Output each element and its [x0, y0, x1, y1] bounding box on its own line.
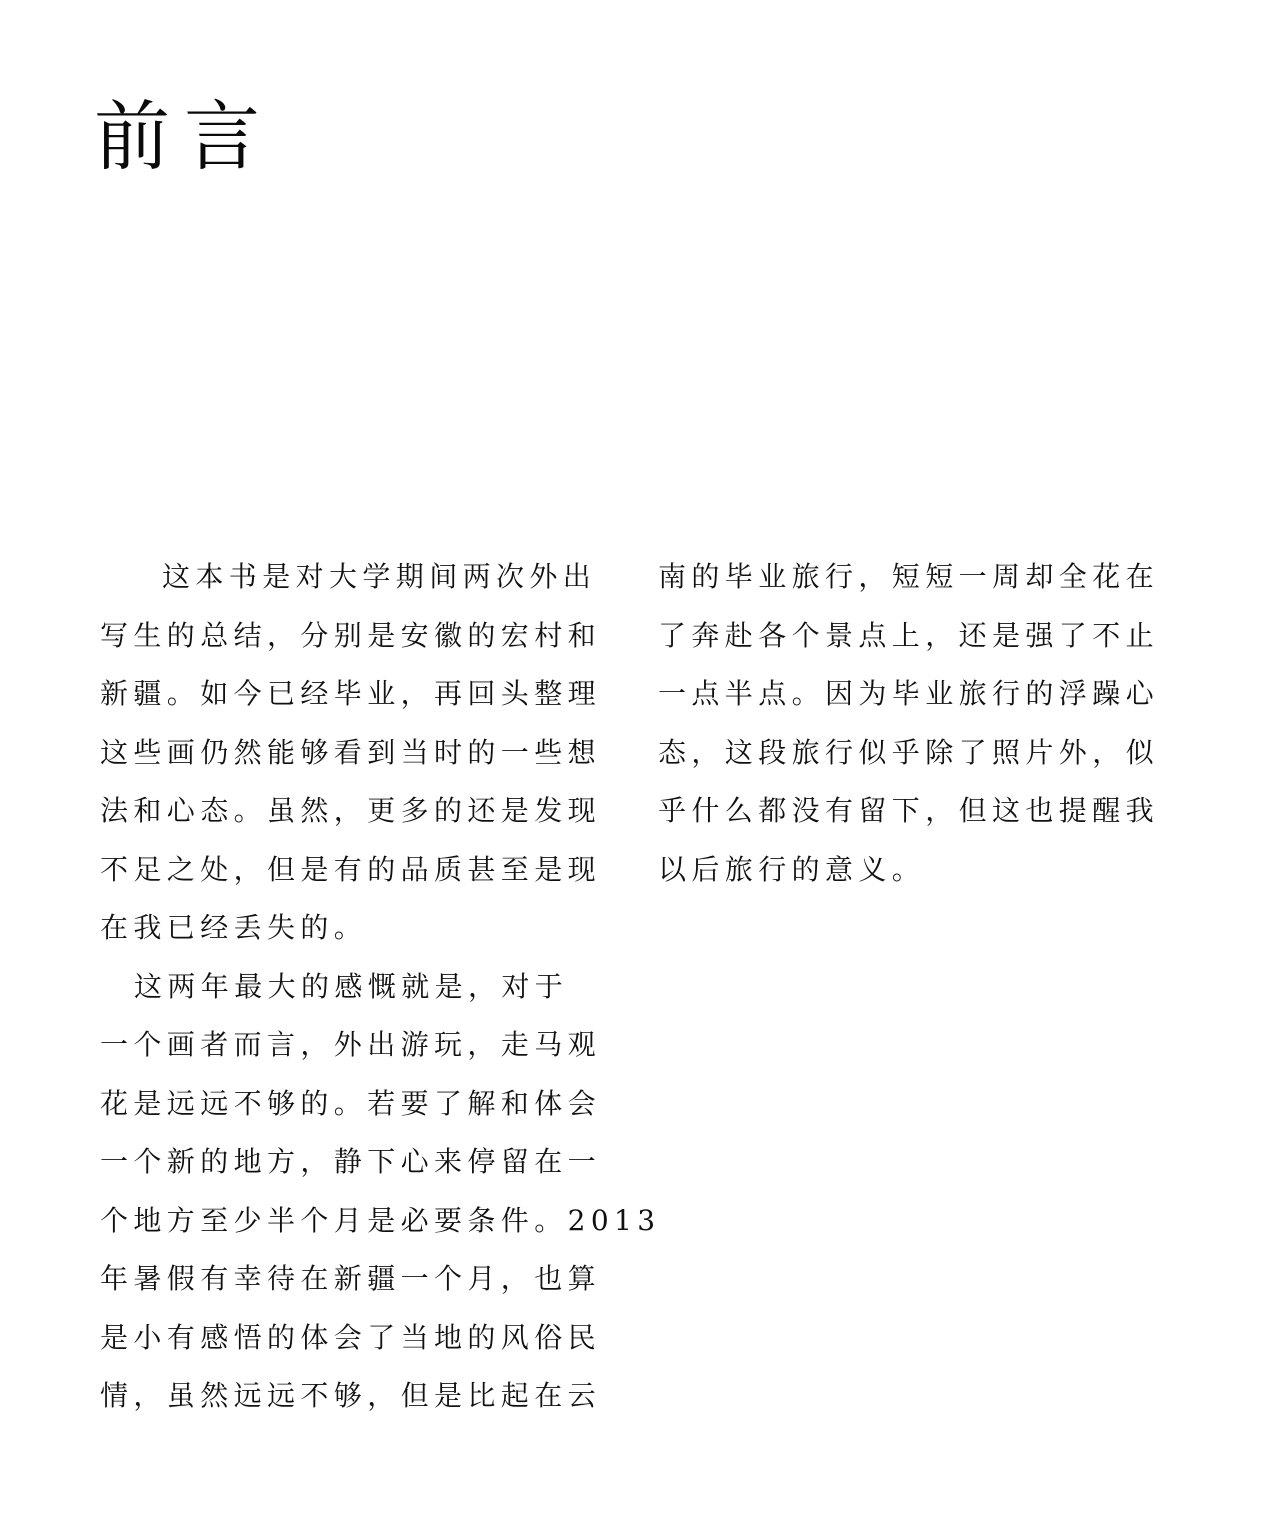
text-line: 新疆。如今已经毕业，再回头整理: [100, 677, 602, 710]
text-line: 是小有感悟的体会了当地的风俗民: [100, 1320, 602, 1354]
text-line: 态，这段旅行似乎除了照片外，似: [658, 735, 1160, 769]
text-line: 一个新的地方，静下心来停留在一: [100, 1145, 602, 1178]
text-line: 南的毕业旅行，短短一周却全花在: [658, 560, 1160, 593]
text-line: 一点半点。因为毕业旅行的浮躁心: [658, 677, 1160, 710]
text-line: 这些画仍然能够看到当时的一些想: [100, 735, 602, 769]
text-line: 乎什么都没有留下，但这也提醒我: [658, 794, 1160, 827]
text-line: 花是远远不够的。若要了解和体会: [100, 1086, 602, 1120]
text-line: 写生的总结，分别是安徽的宏村和: [100, 618, 602, 652]
text-line: 一个画者而言，外出游玩，走马观: [100, 1028, 602, 1061]
text-line: 了奔赴各个景点上，还是强了不止: [658, 618, 1160, 652]
left-text-column: [100, 548, 661, 1426]
text-line: 法和心态。虽然，更多的还是发现: [100, 794, 602, 827]
text-line: 年暑假有幸待在新疆一个月，也算: [100, 1262, 602, 1295]
text-line: 不足之处，但是有的品质甚至是现: [100, 852, 602, 886]
paragraph-2: [100, 958, 661, 1426]
paragraph-1: [100, 548, 620, 958]
page-title: 前言: [94, 92, 274, 181]
text-line: 以后旅行的意义。: [658, 852, 926, 886]
text-line: 这两年最大的感慨就是，对于: [134, 969, 569, 1003]
text-line: 在我已经丢失的。: [100, 911, 368, 944]
text-line: 个地方至少半个月是必要条件。2013: [100, 1203, 661, 1237]
text-line: 情，虽然远远不够，但是比起在云: [100, 1379, 602, 1412]
right-text-column: [658, 548, 1178, 899]
text-line: 这本书是对大学期间两次外出: [162, 560, 597, 593]
